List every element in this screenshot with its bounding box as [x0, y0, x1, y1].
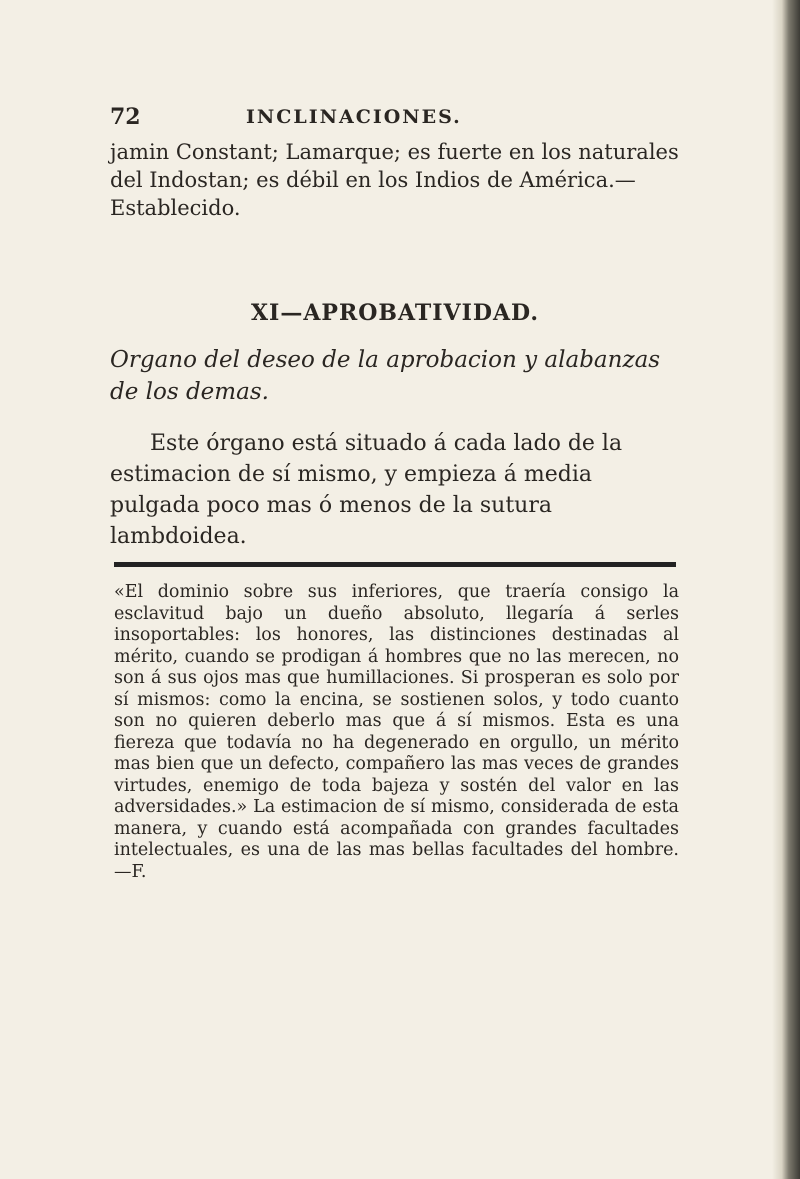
section-heading: XI—APROBATIVIDAD.	[250, 300, 539, 326]
intro-paragraph: jamin Constant; Lamarque; es fuerte en los naturales del Indostan; es débil en los Indios de América.—Establecido.	[110, 140, 679, 220]
section-subtitle: Organo del deseo de la aprobacion y alabanzas de los demas.	[110, 347, 661, 405]
book-spine-shadow	[772, 0, 800, 1179]
running-title: INCLINACIONES.	[246, 106, 462, 128]
horizontal-rule	[114, 562, 676, 567]
quote-paragraph: «El dominio sobre sus inferiores, que traería consigo la esclavitud bajo un dueño absoluto, llegaría á serles insoportables: los honores, las distinciones destinadas al mérito, cuando se prodigan á hombres que no las merecen, no son á sus ojos mas que humillaciones. Si prosperan es solo por sí mismos: como la encina, se sostienen solos, y todo cuanto son no quieren deberlo mas que á sí mismos. Esta es una fiereza que todavía no ha degenerado en orgullo, un mérito mas bien que un defecto, compañero las mas veces de grandes virtudes, enemigo de toda bajeza y sostén del valor en las adversidades.» La estimacion de sí mismo, considerada de esta manera, y cuando está acompañada con grandes facultades intelectuales, es una de las mas bellas facultades del hombre.—F.	[114, 582, 679, 882]
organ-description: Este órgano está situado á cada lado de la estimacion de sí mismo, y empieza á media pulgada poco mas ó menos de la sutura lambdoidea.	[110, 431, 623, 549]
page-number: 72	[110, 104, 141, 130]
running-head	[110, 104, 510, 130]
